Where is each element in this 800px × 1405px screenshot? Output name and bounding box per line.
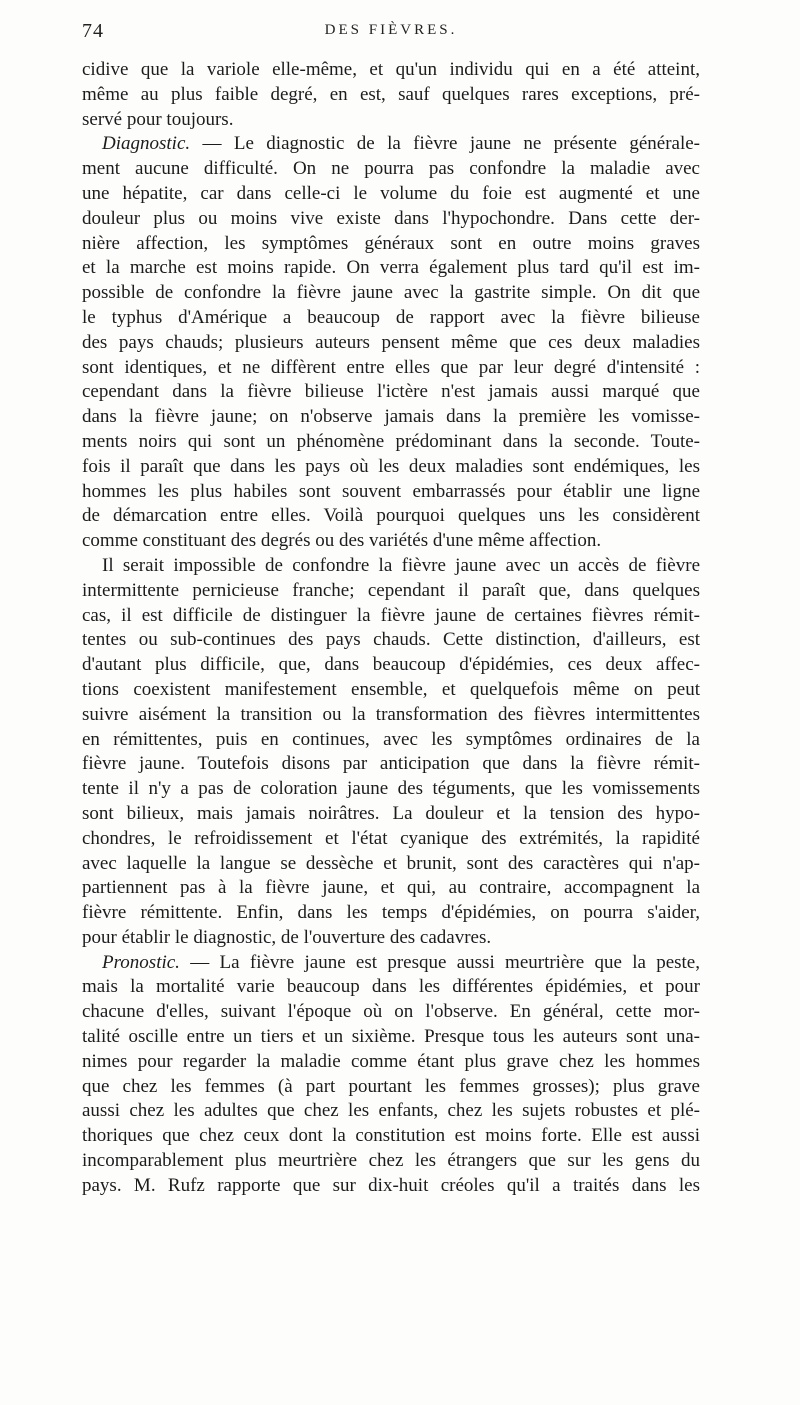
- text-line: des pays chauds; plusieurs auteurs pensent même que ces deux maladies: [82, 331, 700, 353]
- text-line: comme constituant des degrés ou des variétés d'une même affection.: [82, 530, 602, 552]
- text-line: tentes ou sub-continues des pays chauds. Cette distinction, d'ailleurs, est: [82, 629, 700, 651]
- page-header: [82, 20, 700, 52]
- text-line: nimes pour regarder la maladie comme étant plus grave chez les hommes: [82, 1050, 700, 1072]
- text-line: aussi chez les adultes que chez les enfants, chez les sujets robustes et plé-: [82, 1100, 700, 1122]
- text-line: chacune d'elles, suivant l'époque où on l'observe. En général, cette mor-: [82, 1001, 700, 1023]
- text-line: cas, il est difficile de distinguer la fièvre jaune de certaines fièvres rémit-: [82, 604, 700, 626]
- text-line: possible de confondre la fièvre jaune avec la gastrite simple. On dit que: [82, 282, 700, 304]
- page-number: 74: [82, 20, 104, 42]
- text-line: le typhus d'Amérique a beaucoup de rapport avec la fièvre bilieuse: [82, 306, 700, 328]
- text-line: thoriques que chez ceux dont la constitution est moins forte. Elle est aussi: [82, 1125, 700, 1147]
- text-line: cidive que la variole elle-même, et qu'un individu qui en a été atteint,: [82, 59, 700, 80]
- text-line: tions coexistent manifestement ensemble, et quelquefois même on peut: [82, 678, 700, 700]
- text-line: intermittente pernicieuse franche; cependant il paraît que, dans quelques: [82, 579, 700, 601]
- text-line: en rémittentes, puis en continues, avec les symptômes ordinaires de la: [82, 728, 700, 750]
- text-line: ment aucune difficulté. On ne pourra pas confondre la maladie avec: [82, 158, 700, 180]
- text-line: fièvre jaune. Toutefois disons par anticipation que dans la fièvre rémit-: [82, 753, 700, 775]
- text-line: nière affection, les symptômes généraux sont en outre moins graves: [82, 232, 700, 254]
- text-line: même au plus faible degré, en est, sauf quelques rares exceptions, pré-: [82, 83, 700, 105]
- text-line: pour établir le diagnostic, de l'ouverture des cadavres.: [82, 926, 492, 948]
- text-run: — Le diagnostic de la fièvre jaune ne présente générale-: [190, 133, 700, 155]
- text-line: fièvre rémittente. Enfin, dans les temps d'épidémies, on pourra s'aider,: [82, 902, 700, 924]
- text-line: dans la fièvre jaune; on n'observe jamais dans la première les vomisse-: [82, 406, 700, 428]
- text-line: une hépatite, car dans celle-ci le volume du foie est augmenté et une: [82, 182, 700, 204]
- text-line: sont identiques, et ne diffèrent entre elles que par leur degré d'intensité :: [82, 356, 700, 378]
- text-line: Il serait impossible de confondre la fièvre jaune avec un accès de fièvre: [102, 554, 700, 576]
- text-line: avec laquelle la langue se dessèche et brunit, sont des caractères qui n'ap-: [82, 852, 700, 874]
- text-line: [82, 951, 700, 976]
- text-line: et la marche est moins rapide. On verra également plus tard qu'il est im-: [82, 257, 700, 279]
- text-run: — La fièvre jaune est presque aussi meurtrière que la peste,: [179, 951, 700, 973]
- text-line: partiennent pas à la fièvre jaune, et qui, au contraire, accompagnent la: [82, 877, 700, 899]
- text-line: douleur plus ou moins vive existe dans l'hypochondre. Dans cette der-: [82, 207, 700, 229]
- running-head: DES FIÈVRES.: [324, 22, 458, 38]
- body-text: [82, 58, 700, 1199]
- text-line: talité oscille entre un tiers et un sixième. Presque tous les auteurs sont una-: [82, 1026, 700, 1048]
- text-line: tente il n'y a pas de coloration jaune des téguments, que les vomissements: [82, 778, 700, 800]
- text-line: pays. M. Rufz rapporte que sur dix-huit créoles qu'il a traités dans les: [82, 1174, 700, 1196]
- section-heading: Pronostic.: [102, 951, 180, 973]
- text-line: fois il paraît que dans les pays où les deux maladies sont endémiques, les: [82, 455, 700, 477]
- text-line: hommes les plus habiles sont souvent embarrassés pour établir une ligne: [82, 480, 700, 502]
- text-line: de démarcation entre elles. Voilà pourquoi quelques uns les considèrent: [82, 505, 700, 527]
- text-line: que chez les femmes (à part pourtant les femmes grosses); plus grave: [82, 1075, 700, 1097]
- text-line: cependant dans la fièvre bilieuse l'ictère n'est jamais aussi marqué que: [82, 381, 700, 403]
- text-line: sont bilieux, mais jamais noirâtres. La douleur et la tension des hypo-: [82, 802, 700, 824]
- text-line: d'autant plus difficile, que, dans beaucoup d'épidémies, ces deux affec-: [82, 654, 700, 676]
- text-line: servé pour toujours.: [82, 108, 234, 130]
- text-line: suivre aisément la transition ou la transformation des fièvres intermittentes: [82, 703, 700, 725]
- section-heading: Diagnostic.: [102, 133, 191, 155]
- text-line: [82, 132, 700, 157]
- text-line: ments noirs qui sont un phénomène prédominant dans la seconde. Toute-: [82, 430, 700, 452]
- text-line: chondres, le refroidissement et l'état cyanique des extrémités, la rapidité: [82, 827, 700, 849]
- text-line: incomparablement plus meurtrière chez les étrangers que sur les gens du: [82, 1150, 700, 1172]
- text-line: mais la mortalité varie beaucoup dans les différentes épidémies, et pour: [82, 976, 700, 998]
